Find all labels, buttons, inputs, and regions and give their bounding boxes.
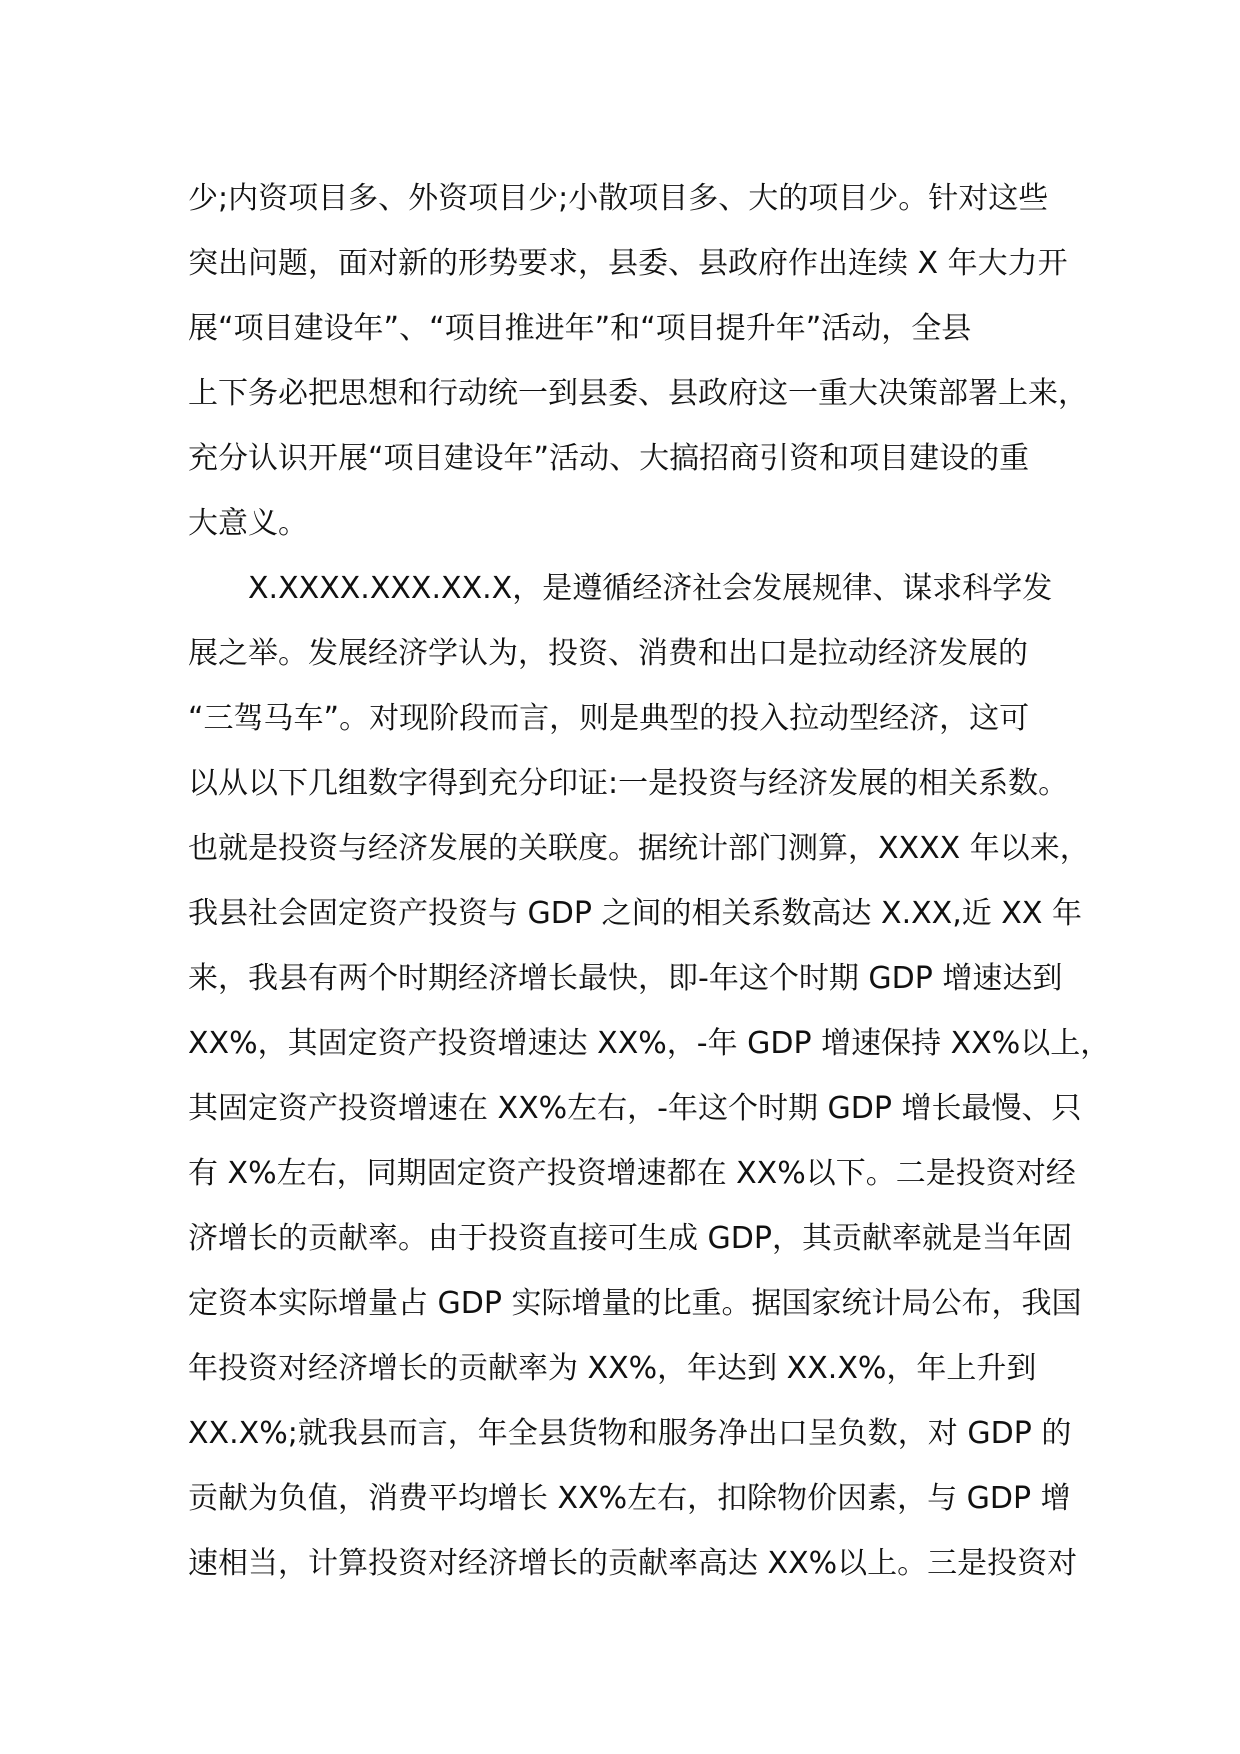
text-line: 也就是投资与经济发展的关联度。据统计部门测算，XXXX 年以来， — [188, 831, 1090, 866]
text-line: 大意义。 — [188, 506, 308, 541]
text-line: 少;内资项目多、外资项目少;小散项目多、大的项目少。针对这些 — [188, 181, 1049, 216]
text-line: 来，我县有两个时期经济增长最快，即-年这个时期 GDP 增速达到 — [188, 961, 1063, 996]
text-line: 速相当，计算投资对经济增长的贡献率高达 XX%以上。三是投资对 — [188, 1546, 1078, 1581]
body-text — [188, 166, 1111, 1596]
text-line: 展“项目建设年”、“项目推进年”和“项目提升年”活动，全县 — [188, 311, 972, 346]
text-line: 济增长的贡献率。由于投资直接可生成 GDP，其贡献率就是当年固 — [188, 1221, 1072, 1256]
text-line: 突出问题，面对新的形势要求，县委、县政府作出连续 X 年大力开 — [188, 246, 1068, 281]
text-line: 定资本实际增量占 GDP 实际增量的比重。据国家统计局公布，我国 — [188, 1286, 1082, 1321]
text-line: 年投资对经济增长的贡献率为 XX%，年达到 XX.X%，年上升到 — [188, 1351, 1037, 1386]
text-line: 贡献为负值，消费平均增长 XX%左右，扣除物价因素，与 GDP 增 — [188, 1481, 1071, 1516]
text-line: 以从以下几组数字得到充分印证:一是投资与经济发展的相关系数。 — [188, 766, 1069, 801]
text-line: 我县社会固定资产投资与 GDP 之间的相关系数高达 X.XX,近 XX 年 — [188, 896, 1082, 931]
text-line: 上下务必把思想和行动统一到县委、县政府这一重大决策部署上来， — [188, 376, 1088, 411]
text-line: 有 X%左右，同期固定资产投资增速都在 XX%以下。二是投资对经 — [188, 1156, 1076, 1191]
text-line: 展之举。发展经济学认为，投资、消费和出口是拉动经济发展的 — [188, 636, 1028, 671]
text-line: 其固定资产投资增速在 XX%左右，-年这个时期 GDP 增长最慢、只 — [188, 1091, 1082, 1126]
text-line: XX%，其固定资产投资增速达 XX%，-年 GDP 增速保持 XX%以上， — [188, 1026, 1111, 1061]
text-line: XX.X%;就我县而言，年全县货物和服务净出口呈负数，对 GDP 的 — [188, 1416, 1072, 1451]
text-line: “三驾马车”。对现阶段而言，则是典型的投入拉动型经济，这可 — [188, 701, 1030, 736]
text-line: 充分认识开展“项目建设年”活动、大搞招商引资和项目建设的重 — [188, 441, 1030, 476]
paragraph-first-line: X.XXXX.XXX.XX.X，是遵循经济社会发展规律、谋求科学发 — [248, 571, 1053, 606]
